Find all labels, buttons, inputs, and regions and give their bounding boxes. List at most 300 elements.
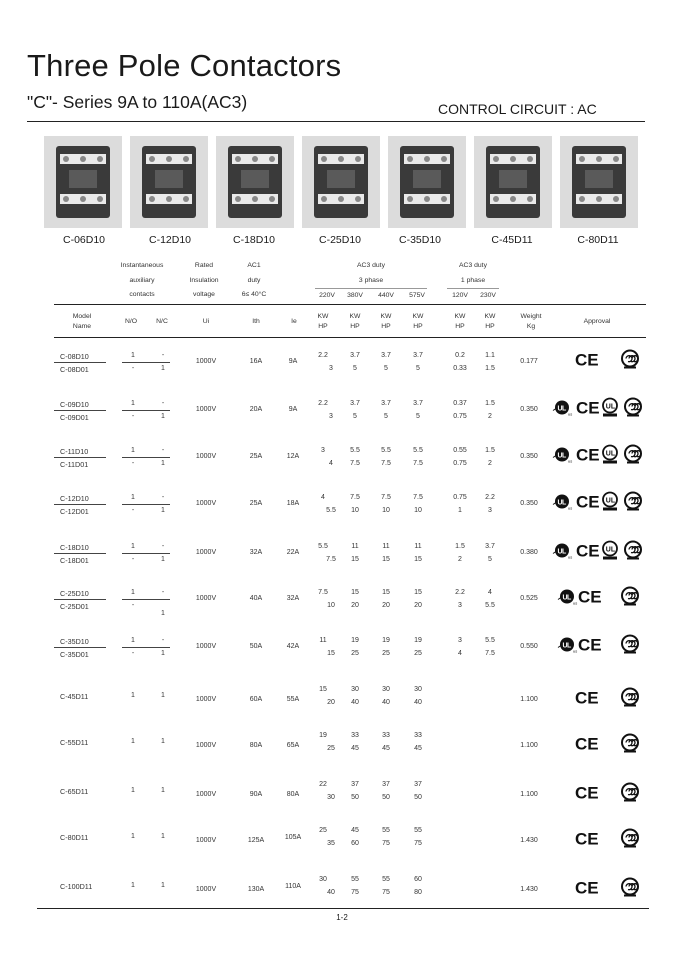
kw-value: 4 (488, 589, 492, 596)
ui-value: 1000V (195, 791, 217, 798)
hp-value: 2 (488, 460, 492, 467)
hp-value: 2 (488, 413, 492, 420)
svg-text:CE: CE (576, 445, 600, 464)
no-value: 1 (131, 787, 135, 794)
hp-value: 10 (382, 507, 390, 514)
insulation-header-line3: voltage (193, 291, 215, 298)
hp-value: 5 (488, 556, 492, 563)
kw-value: 33 (414, 732, 422, 739)
kw-value: 4 (321, 494, 325, 501)
product-photo (302, 136, 380, 228)
hp-value: 7.5 (485, 650, 495, 657)
hp-value: 25 (327, 745, 335, 752)
ccc-mark-icon (620, 587, 640, 612)
hp-value: 20 (327, 699, 335, 706)
no-value: 1 (131, 543, 135, 550)
insulation-header-line2: Insulation (189, 277, 219, 284)
ccc-mark-icon (620, 829, 640, 854)
ie-value: 110A (285, 883, 301, 890)
model-name: C-35D01 (60, 650, 89, 659)
kw-value: 55 (414, 827, 422, 834)
footer-rule (37, 908, 649, 909)
weight-value: 0.525 (520, 595, 538, 602)
svg-text:us: us (573, 600, 578, 606)
ie-value: 80A (286, 791, 300, 798)
cul-us-mark-icon (557, 588, 579, 611)
product-name: C-35D10 (398, 234, 442, 246)
svg-text:CE: CE (575, 878, 599, 897)
kw-value: 11 (414, 543, 422, 550)
kw-header: KW (412, 313, 424, 320)
ul-listed-mark-icon (601, 398, 619, 423)
ccc-mark-icon (623, 398, 643, 423)
svg-text:UL: UL (605, 497, 616, 505)
svg-text:L: L (562, 405, 567, 413)
kw-value: 33 (351, 732, 359, 739)
kw-value: 0.55 (453, 447, 467, 454)
weight-header-line1: Weight (520, 313, 542, 320)
kw-value: 3.7 (413, 400, 423, 407)
ce-mark-icon (575, 689, 599, 712)
ui-value: 1000V (195, 742, 217, 749)
kw-value: 25 (319, 827, 327, 834)
nc-value: - (161, 637, 165, 644)
kw-value: 30 (351, 686, 359, 693)
ce-mark-icon (576, 542, 600, 565)
no-value: - (131, 413, 135, 420)
kw-value: 3.7 (485, 543, 495, 550)
cul-us-mark-icon (552, 493, 574, 516)
hp-value: 5 (353, 365, 357, 372)
svg-text:L: L (562, 548, 567, 556)
svg-text:CE: CE (575, 829, 599, 848)
kw-value: 5.5 (413, 447, 423, 454)
voltage-380: 380V (347, 292, 363, 299)
ul-listed-mark-icon (601, 445, 619, 470)
ith-header: Ith (252, 318, 260, 325)
kw-value: 1.5 (455, 543, 465, 550)
kw-value: 3.7 (381, 352, 391, 359)
hp-value: 7.5 (326, 556, 336, 563)
svg-text:L: L (567, 642, 572, 650)
kw-header: KW (484, 313, 496, 320)
ui-value: 1000V (195, 696, 217, 703)
contact-underline (122, 457, 170, 458)
ie-value: 105A (284, 834, 302, 841)
ui-header: Ui (202, 318, 210, 325)
model-name: C-08D10 (60, 352, 89, 361)
header-divider (54, 304, 646, 305)
voltage-440: 440V (378, 292, 394, 299)
kw-value: 7.5 (413, 494, 423, 501)
kw-value: 45 (351, 827, 359, 834)
hp-value: 45 (382, 745, 390, 752)
hp-value: 2 (458, 556, 462, 563)
ui-value: 1000V (195, 643, 217, 650)
hp-value: 10 (351, 507, 359, 514)
product-name: C-80D11 (577, 234, 619, 246)
hp-value: 40 (327, 889, 335, 896)
svg-text:us: us (568, 505, 573, 511)
kw-value: 55 (382, 876, 390, 883)
hp-value: 3 (458, 602, 462, 609)
product-name: C-18D10 (232, 234, 276, 246)
svg-text:CE: CE (575, 734, 599, 753)
nc-value: - (161, 494, 165, 501)
hp-value: 75 (382, 840, 390, 847)
hp-value: 15 (327, 650, 335, 657)
hp-header: HP (350, 323, 360, 330)
ce-mark-icon (576, 493, 600, 516)
ith-value: 80A (249, 742, 263, 749)
ce-mark-icon (575, 830, 599, 853)
svg-text:CE: CE (578, 587, 602, 606)
kw-value: 30 (382, 686, 390, 693)
kw-value: 60 (414, 876, 422, 883)
kw-value: 3.7 (381, 400, 391, 407)
ith-value: 20A (249, 406, 263, 413)
no-value: - (131, 556, 135, 563)
nc-value: 1 (161, 413, 165, 420)
kw-value: 5.5 (318, 543, 328, 550)
svg-text:L: L (567, 594, 572, 602)
nc-value: 1 (161, 507, 165, 514)
kw-value: 1.5 (485, 447, 495, 454)
kw-header: KW (380, 313, 392, 320)
ccc-mark-icon (620, 635, 640, 660)
kw-value: 15 (351, 589, 359, 596)
no-value: 1 (131, 447, 135, 454)
no-value: 1 (131, 400, 135, 407)
weight-value: 0.177 (520, 358, 538, 365)
hp-value: 60 (351, 840, 359, 847)
contact-underline (122, 504, 170, 505)
no-value: 1 (131, 692, 135, 699)
hp-value: 1 (458, 507, 462, 514)
kw-value: 19 (351, 637, 359, 644)
hp-value: 15 (382, 556, 390, 563)
svg-text:UL: UL (605, 546, 616, 554)
svg-text:U: U (557, 452, 563, 460)
kw-value: 11 (351, 543, 359, 550)
ith-value: 90A (249, 791, 263, 798)
kw-value: 3.7 (350, 352, 360, 359)
model-underline (54, 504, 106, 505)
svg-text:U: U (562, 594, 568, 602)
model-underline (54, 553, 106, 554)
no-value: 1 (131, 833, 135, 840)
hp-value: 50 (414, 794, 422, 801)
weight-value: 0.550 (520, 643, 538, 650)
ui-value: 1000V (195, 406, 217, 413)
hp-value: 15 (414, 556, 422, 563)
model-name: C-09D10 (60, 400, 89, 409)
model-name: C-11D01 (60, 460, 89, 469)
kw-value: 22 (319, 781, 327, 788)
ce-mark-icon (578, 636, 602, 659)
ie-value: 9A (288, 406, 298, 413)
kw-header: KW (349, 313, 361, 320)
svg-text:U: U (557, 499, 563, 507)
ith-value: 16A (249, 358, 263, 365)
model-name: C-09D01 (60, 413, 89, 422)
contact-underline (122, 410, 170, 411)
kw-value: 7.5 (350, 494, 360, 501)
contact-underline (122, 553, 170, 554)
kw-value: 1.1 (485, 352, 495, 359)
ac3-1phase-divider (447, 288, 499, 289)
ui-value: 1000V (195, 886, 217, 893)
weight-value: 1.100 (520, 791, 538, 798)
hp-value: 1.5 (485, 365, 495, 372)
model-underline (54, 362, 106, 363)
svg-text:UL: UL (605, 450, 616, 458)
ith-value: 25A (249, 500, 263, 507)
model-underline (54, 599, 106, 600)
hp-value: 0.33 (453, 365, 467, 372)
nc-value: - (161, 352, 165, 359)
hp-header: HP (455, 323, 465, 330)
nc-value: 1 (161, 556, 165, 563)
hp-value: 3 (329, 365, 333, 372)
product-photo (44, 136, 122, 228)
hp-value: 5 (416, 365, 420, 372)
ie-value: 65A (286, 742, 300, 749)
ccc-mark-icon (620, 783, 640, 808)
no-value: - (131, 507, 135, 514)
hp-value: 7.5 (381, 460, 391, 467)
hp-value: 75 (382, 889, 390, 896)
voltage-120: 120V (452, 292, 468, 299)
aux-header-line1: Instantaneous (120, 262, 164, 269)
model-name: C-25D01 (60, 602, 89, 611)
kw-value: 11 (319, 637, 327, 644)
kw-value: 0.2 (455, 352, 465, 359)
hp-value: 50 (382, 794, 390, 801)
hp-value: 5.5 (326, 507, 336, 514)
hp-value: 5 (353, 413, 357, 420)
ul-listed-mark-icon (601, 541, 619, 566)
hp-value: 15 (351, 556, 359, 563)
nc-value: 1 (161, 882, 165, 889)
ac3-3phase-divider (315, 288, 427, 289)
model-name: C-18D01 (60, 556, 89, 565)
model-name: C-18D10 (60, 543, 89, 552)
no-header: N/O (124, 318, 138, 325)
model-name: C-35D10 (60, 637, 89, 646)
model-underline (54, 647, 106, 648)
kw-value: 15 (382, 589, 390, 596)
model-name: C-11D10 (60, 447, 89, 456)
svg-text:UL: UL (605, 403, 616, 411)
kw-value: 2.2 (485, 494, 495, 501)
hp-value: 7.5 (413, 460, 423, 467)
cul-us-mark-icon (552, 542, 574, 565)
weight-header-line2: Kg (526, 323, 536, 330)
hp-value: 5 (384, 365, 388, 372)
hp-value: 25 (351, 650, 359, 657)
svg-text:L: L (562, 499, 567, 507)
hp-header: HP (381, 323, 391, 330)
kw-value: 3.7 (413, 352, 423, 359)
ccc-mark-icon (620, 688, 640, 713)
ccc-mark-icon (620, 350, 640, 375)
hp-value: 5 (384, 413, 388, 420)
ui-value: 1000V (195, 500, 217, 507)
hp-value: 3 (329, 413, 333, 420)
ui-value: 1000V (195, 595, 217, 602)
kw-value: 3.7 (350, 400, 360, 407)
no-value: 1 (131, 494, 135, 501)
ith-value: 50A (249, 643, 263, 650)
hp-value: 35 (327, 840, 335, 847)
kw-value: 2.2 (318, 400, 328, 407)
ac1-header-line1: AC1 (247, 262, 261, 269)
no-value: 1 (131, 352, 135, 359)
hp-header: HP (318, 323, 328, 330)
ce-mark-icon (575, 351, 599, 374)
kw-value: 37 (382, 781, 390, 788)
nc-value: 1 (161, 692, 165, 699)
ith-value: 130A (247, 886, 265, 893)
voltage-220: 220V (319, 292, 335, 299)
weight-value: 1.430 (520, 837, 538, 844)
kw-value: 33 (382, 732, 390, 739)
kw-value: 19 (414, 637, 422, 644)
weight-value: 1.100 (520, 742, 538, 749)
model-underline (54, 410, 106, 411)
hp-value: 7.5 (350, 460, 360, 467)
hp-value: 25 (414, 650, 422, 657)
hp-value: 3 (488, 507, 492, 514)
ui-value: 1000V (195, 549, 217, 556)
hp-value: 45 (351, 745, 359, 752)
model-name: C-12D10 (60, 494, 89, 503)
page-title: Three Pole Contactors (27, 48, 342, 83)
kw-header: KW (454, 313, 466, 320)
product-photo (474, 136, 552, 228)
nc-header: N/C (156, 318, 168, 325)
product-name: C-12D10 (148, 234, 192, 246)
kw-value: 55 (382, 827, 390, 834)
hp-value: 5.5 (485, 602, 495, 609)
ce-mark-icon (576, 399, 600, 422)
model-name: C-80D11 (60, 833, 89, 842)
model-name: C-45D11 (60, 692, 89, 701)
hp-value: 5 (416, 413, 420, 420)
header-bottom-rule (54, 337, 646, 338)
svg-text:CE: CE (575, 688, 599, 707)
svg-text:CE: CE (575, 350, 599, 369)
kw-value: 7.5 (381, 494, 391, 501)
hp-value: 40 (382, 699, 390, 706)
svg-text:CE: CE (575, 783, 599, 802)
cul-us-mark-icon (552, 446, 574, 469)
voltage-575: 575V (409, 292, 425, 299)
ac3-1phase-header-line2: 1 phase (460, 277, 486, 284)
kw-value: 19 (382, 637, 390, 644)
svg-text:L: L (562, 452, 567, 460)
hp-value: 4 (329, 460, 333, 467)
series-subtitle: "C"- Series 9A to 110A(AC3) (27, 92, 248, 112)
no-value: 1 (131, 637, 135, 644)
model-underline (54, 457, 106, 458)
svg-text:CE: CE (578, 635, 602, 654)
ccc-mark-icon (623, 445, 643, 470)
kw-value: 3 (321, 447, 325, 454)
svg-text:us: us (573, 648, 578, 654)
weight-value: 0.350 (520, 406, 538, 413)
kw-value: 3 (458, 637, 462, 644)
model-name: C-100D11 (60, 882, 93, 891)
weight-value: 0.350 (520, 453, 538, 460)
hp-value: 40 (414, 699, 422, 706)
kw-header: KW (317, 313, 329, 320)
ac3-3phase-header-line1: AC3 duty (357, 262, 385, 269)
ui-value: 1000V (195, 358, 217, 365)
svg-text:us: us (568, 411, 573, 417)
product-photo (216, 136, 294, 228)
ce-mark-icon (575, 784, 599, 807)
kw-value: 5.5 (350, 447, 360, 454)
kw-value: 19 (319, 732, 327, 739)
weight-value: 0.350 (520, 500, 538, 507)
approval-header: Approval (583, 318, 611, 325)
ith-value: 40A (249, 595, 263, 602)
ui-value: 1000V (195, 837, 217, 844)
svg-text:U: U (562, 642, 568, 650)
model-name: C-08D01 (60, 365, 89, 374)
kw-value: 55 (351, 876, 359, 883)
hp-value: 50 (351, 794, 359, 801)
ce-mark-icon (578, 588, 602, 611)
ith-value: 125A (247, 837, 265, 844)
nc-value: 1 (161, 650, 165, 657)
svg-text:us: us (568, 554, 573, 560)
ac1-header-line3: 6≤ 40°C (241, 291, 267, 298)
model-name: C-25D10 (60, 589, 89, 598)
product-name: C-25D10 (318, 234, 362, 246)
model-header-line2: Name (72, 323, 92, 330)
svg-text:us: us (568, 458, 573, 464)
ie-value: 55A (286, 696, 300, 703)
kw-value: 15 (414, 589, 422, 596)
hp-value: 10 (327, 602, 335, 609)
voltage-230: 230V (480, 292, 496, 299)
ie-value: 18A (286, 500, 300, 507)
weight-value: 0.380 (520, 549, 538, 556)
no-value: - (131, 650, 135, 657)
nc-value: - (161, 543, 165, 550)
cul-us-mark-icon (557, 636, 579, 659)
svg-text:U: U (557, 405, 563, 413)
kw-value: 0.75 (453, 494, 467, 501)
hp-value: 45 (414, 745, 422, 752)
kw-value: 30 (319, 876, 327, 883)
kw-value: 30 (414, 686, 422, 693)
hp-value: 0.75 (453, 413, 467, 420)
kw-value: 37 (351, 781, 359, 788)
ie-header: Ie (291, 318, 297, 325)
kw-value: 2.2 (455, 589, 465, 596)
hp-value: 0.75 (453, 460, 467, 467)
no-value: 1 (131, 589, 135, 596)
ie-value: 22A (286, 549, 300, 556)
header-rule (27, 121, 645, 122)
insulation-header-line1: Rated (194, 262, 214, 269)
kw-value: 11 (382, 543, 390, 550)
kw-value: 0.37 (453, 400, 467, 407)
